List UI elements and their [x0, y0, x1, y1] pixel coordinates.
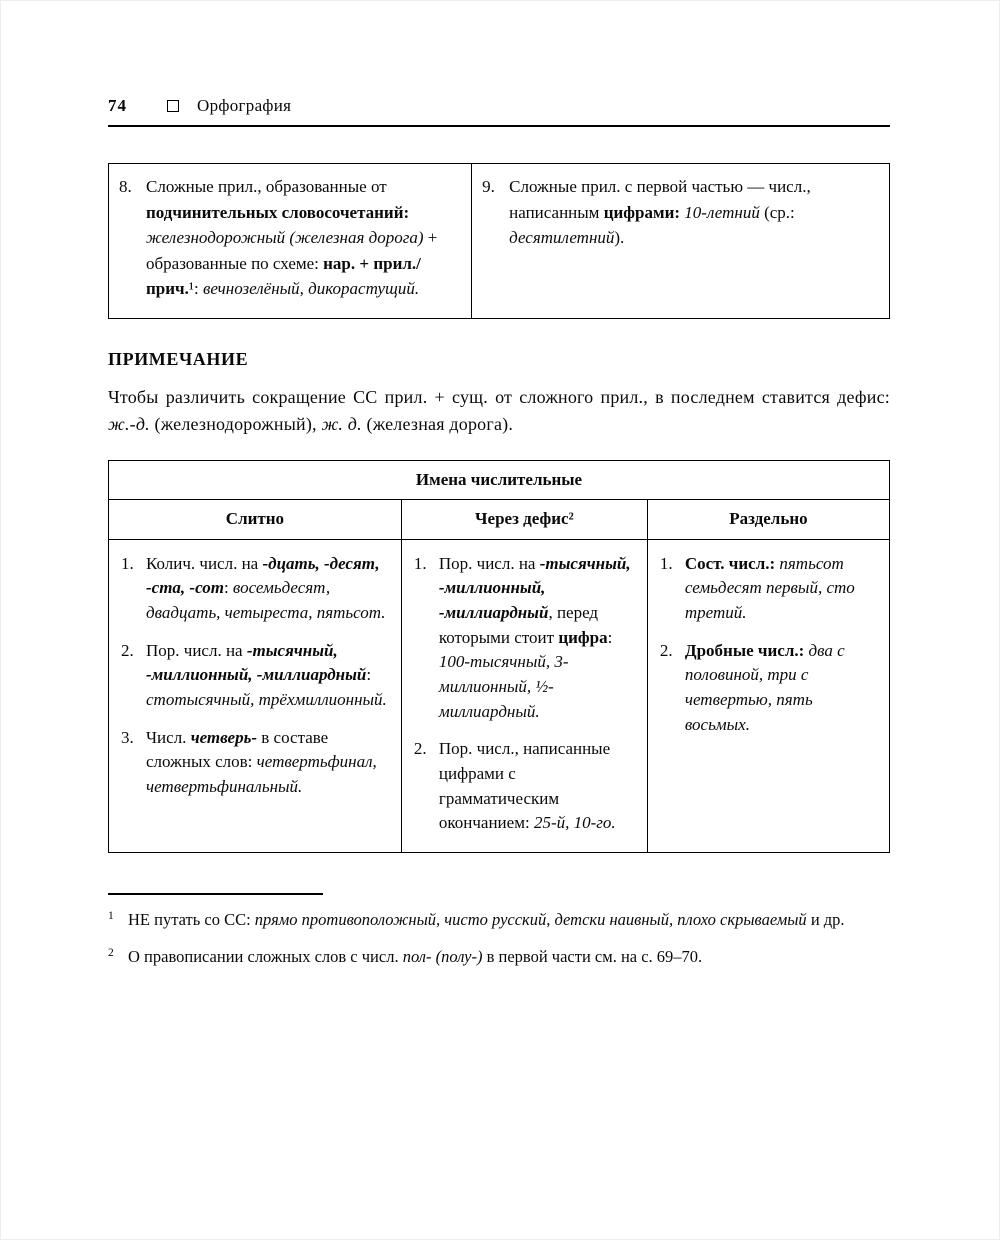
numerals-table	[108, 460, 890, 853]
footnote-marker: 1	[108, 909, 114, 922]
table-row	[109, 500, 890, 540]
rule-text: Сложные прил. с первой частью — числ., написанным цифрами: 10-летний (ср.: десятилетний).	[509, 177, 811, 247]
rule-cell-9	[472, 164, 890, 319]
square-bullet-icon	[167, 100, 179, 112]
footnote-text: НЕ путать со СС: прямо противоположный, чисто русский, детски наивный, плохо скрываемый и др.	[128, 909, 845, 929]
list-item	[660, 639, 879, 738]
column-header-hyphen: Через дефис²	[401, 500, 647, 540]
item-text: Сост. числ.: пятьсот семьдесят первый, сто третий.	[684, 553, 855, 623]
item-number: 1.	[413, 553, 427, 573]
item-text: Числ. четверь- в составе сложных слов: четвертьфинал, четвертьфинальный.	[146, 727, 377, 796]
footnote-1	[108, 908, 890, 932]
column-cell-hyphen	[401, 539, 647, 852]
note-paragraph: Чтобы различить сокращение СС прил. + сущ. от сложного прил., в последнем ставится дефис: ж.-д. (железнодорожный), ж. д. (железная дорога).	[108, 386, 890, 434]
list-item	[121, 552, 391, 626]
item-number: 1.	[121, 553, 134, 573]
item-text: Дробные числ.: два с половиной, три с четвертью, пять восьмых.	[684, 640, 845, 734]
footnote-2	[108, 945, 890, 969]
table-row	[109, 460, 890, 500]
section-title: Орфография	[197, 96, 292, 115]
footnote-marker: 2	[108, 946, 114, 959]
rule-item	[119, 174, 459, 302]
table-row	[109, 164, 890, 319]
item-text: Пор. числ., написанные цифрами с грамматическим окончанием: 25-й, 10-го.	[438, 739, 616, 833]
page-header	[108, 96, 890, 116]
header-rule	[108, 125, 890, 127]
list-item	[660, 552, 879, 626]
list-item	[414, 552, 637, 724]
item-number: 2.	[659, 640, 673, 660]
page-number: 74	[108, 96, 127, 115]
item-text: Колич. числ. на -дцать, -десят, -ста, -сот: восемьдесят, двадцать, четыреста, пятьсот.	[146, 553, 386, 623]
list-item	[121, 639, 391, 713]
rule-number: 9.	[482, 177, 495, 196]
note-heading: ПРИМЕЧАНИЕ	[108, 348, 249, 369]
footnote-text: О правописании сложных слов с числ. пол- (полу-) в первой части см. на с. 69–70.	[128, 946, 703, 966]
item-number: 3.	[121, 727, 134, 747]
rule-item	[482, 174, 877, 251]
item-number: 1.	[659, 553, 673, 573]
rule-text: Сложные прил., образованные от подчинительных словосочетаний: железнодорожный (железная дорога) + образованные по схеме: нар. + прил./прич.¹: вечнозелёный, дикорастущий.	[146, 177, 438, 298]
column-header-separate: Раздельно	[647, 500, 889, 540]
column-header-slitno: Слитно	[109, 500, 402, 540]
list-item	[121, 726, 391, 800]
item-number: 2.	[413, 739, 427, 759]
item-text: Пор. числ. на -тысячный, -миллионный, -миллиардный, перед которыми стоит цифра: 100-тысячный, 3-миллионный, ½-миллиардный.	[438, 553, 631, 721]
column-cell-slitno	[109, 539, 402, 852]
numerals-table-title: Имена числительные	[109, 460, 890, 500]
column-cell-separate	[647, 539, 889, 852]
compound-adjectives-table	[108, 163, 890, 319]
footnote-rule	[108, 893, 323, 895]
item-text: Пор. числ. на -тысячный, -миллионный, -миллиардный: стотысячный, трёхмиллионный.	[146, 640, 387, 709]
list-item	[414, 737, 637, 836]
rule-number: 8.	[119, 177, 132, 196]
item-number: 2.	[121, 640, 134, 660]
table-row	[109, 539, 890, 852]
rule-cell-8	[109, 164, 472, 319]
